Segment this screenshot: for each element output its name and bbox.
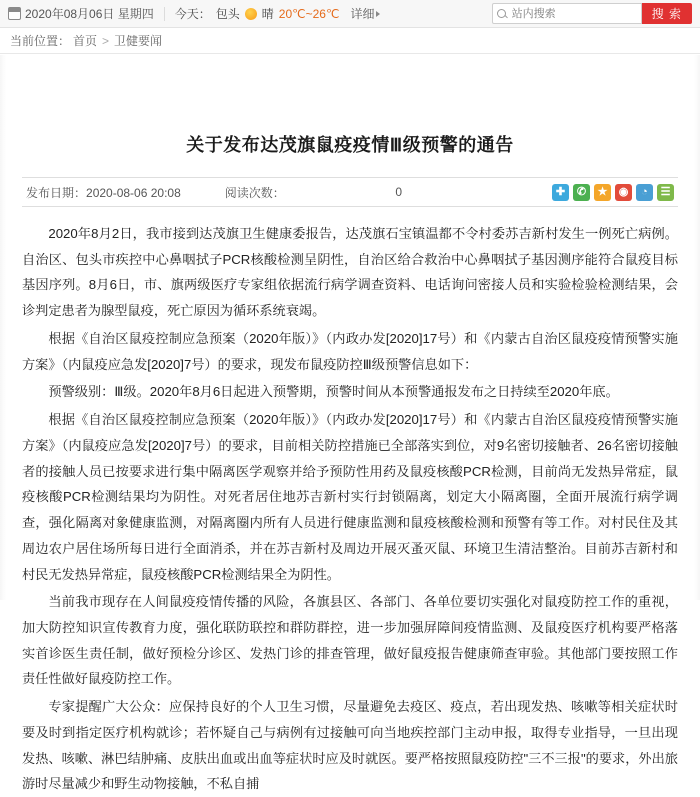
read-label: 阅读次数：	[224, 185, 285, 200]
article-body	[22, 207, 678, 797]
sun-icon	[245, 8, 257, 20]
search-icon	[497, 9, 506, 18]
weather-detail-label: 详细	[350, 7, 375, 21]
breadcrumb-item-news[interactable]: 卫健要闻	[114, 34, 163, 48]
article-paragraph: 根据《自治区鼠疫控制应急预案（2020年版）》（内政办发[2020]17号）和《内蒙古自治区鼠疫疫情预警实施方案》（内鼠疫应急发[2020]7号）的要求，目前相关防控措施已全部落实到位，对9名密切接触者、26名密切接触者的接触人员已按要求进行集中隔离医学观察并给予预防性用药及鼠疫核酸PCR检测，目前尚无发热异常症，鼠疫核酸PCR检测结果均为阴性。对死者居住地苏吉新村实行封锁隔离，划定大小隔离圈，全面开展流行病学调查，强化隔离对象健康监测，对隔离圈内所有人员进行健康监测和鼠疫核酸检测和预警有等工作。对村民住及其周边农户居住场所每日进行全面消杀，并在苏吉新村及周边开展灭蚤灭鼠、环境卫生清洁整治。目前苏吉新村和村民无发热异常症，鼠疫核酸PCR检测结果全为阴性。	[22, 412, 678, 582]
chevron-right-icon	[376, 11, 380, 17]
wechat-share-icon[interactable]: ✆	[573, 184, 590, 201]
weather-city: 包头	[215, 7, 240, 21]
publish-value: 2020-08-06 20:08	[86, 185, 181, 200]
article-paragraph: 预警级别：Ⅲ级。2020年8月6日起进入预警期，预警时间从本预警通报发布之日持续至2020年底。	[48, 384, 619, 400]
article-paragraph: 专家提醒广大公众：应保持良好的个人卫生习惯，尽量避免去疫区、疫点，若出现发热、咳嗽等相关症状时要及时到指定医疗机构就诊；若怀疑自己与病例有过接触可向当地疾控部门主动申报，取得专业指导，一旦出现发热、咳嗽、淋巴结肿痛、皮肤出血或出血等症状时应及时就医。要严格按照鼠疫防控"三不三报"的要求，外出旅游时尽量减少和野生动物接触，不私自捕	[22, 699, 678, 792]
article	[0, 54, 700, 797]
weather-widget[interactable]	[175, 5, 381, 22]
search-input[interactable]	[510, 7, 637, 21]
weibo-share-icon[interactable]: ◉	[615, 184, 632, 201]
publish-date	[26, 184, 181, 201]
article-meta-bar	[22, 177, 678, 207]
date-text: 2020年08月06日 星期四	[25, 7, 154, 21]
calendar-icon	[8, 7, 21, 20]
qq-share-icon[interactable]: ◔	[636, 184, 653, 201]
article-paragraph: 当前我市现存在人间鼠疫疫情传播的风险，各旗县区、各部门、各单位要切实强化对鼠疫防控工作的重视，加大防控知识宣传教育力度，强化联防联控和群防群控，进一步加强屏障间疫情监测、及鼠疫医疗机构要严格落实首诊医生责任制，做好预检分诊区、发热门诊的排查管理，做好鼠疫报告健康筛查审验。其他部门要按照工作责任性做好鼠疫防控工作。	[22, 594, 678, 687]
breadcrumb	[0, 28, 700, 54]
weather-detail-link[interactable]	[350, 5, 380, 22]
add-favorite-icon[interactable]: ✚	[552, 184, 569, 201]
search-box[interactable]	[492, 3, 642, 24]
publish-label: 发布日期：	[26, 185, 87, 200]
search-area	[492, 3, 692, 24]
page-edge-right	[694, 55, 700, 600]
page-title: 关于发布达茂旗鼠疫疫情Ⅲ级预警的通告	[186, 135, 514, 155]
breadcrumb-separator: >	[102, 33, 110, 48]
weather-today-label: 今天：	[174, 7, 211, 21]
weather-temperature: 20℃~26℃	[278, 6, 340, 21]
date-display	[8, 5, 154, 22]
page-edge-left	[0, 55, 6, 600]
article-paragraph: 根据《自治区鼠疫控制应急预案（2020年版）》（内政办发[2020]17号）和《内蒙古自治区鼠疫疫情预警实施方案》（内鼠疫应急发[2020]7号）的要求，现发布鼠疫防控Ⅲ级预警信息如下：	[22, 330, 678, 372]
read-count	[225, 184, 285, 201]
search-button[interactable]: 搜 索	[642, 3, 692, 24]
read-count-value: 0	[395, 185, 402, 199]
breadcrumb-label: 当前位置：	[10, 34, 71, 48]
top-bar	[0, 0, 700, 28]
divider	[164, 7, 165, 21]
favorite-star-icon[interactable]: ★	[594, 184, 611, 201]
article-paragraph: 2020年8月2日，我市接到达茂旗卫生健康委报告，达茂旗石宝镇温都不令村委苏吉新村发生一例死亡病例。自治区、包头市疾控中心鼻咽拭子PCR核酸检测呈阴性，自治区给合救治中心鼻咽拭子基因测序能符合鼠疫目标基因序列。8月6日，市、旗两级医疗专家组依据流行病学调查资料、电话询问密接人员和实验检验检测结果，会诊判定患者为腺型鼠疫，死亡原因为循环系统衰竭。	[22, 226, 678, 319]
more-share-icon[interactable]: ☰	[657, 184, 674, 201]
weather-condition: 晴	[261, 7, 274, 21]
breadcrumb-item-home[interactable]: 首页	[73, 34, 98, 48]
share-bar	[552, 184, 674, 201]
